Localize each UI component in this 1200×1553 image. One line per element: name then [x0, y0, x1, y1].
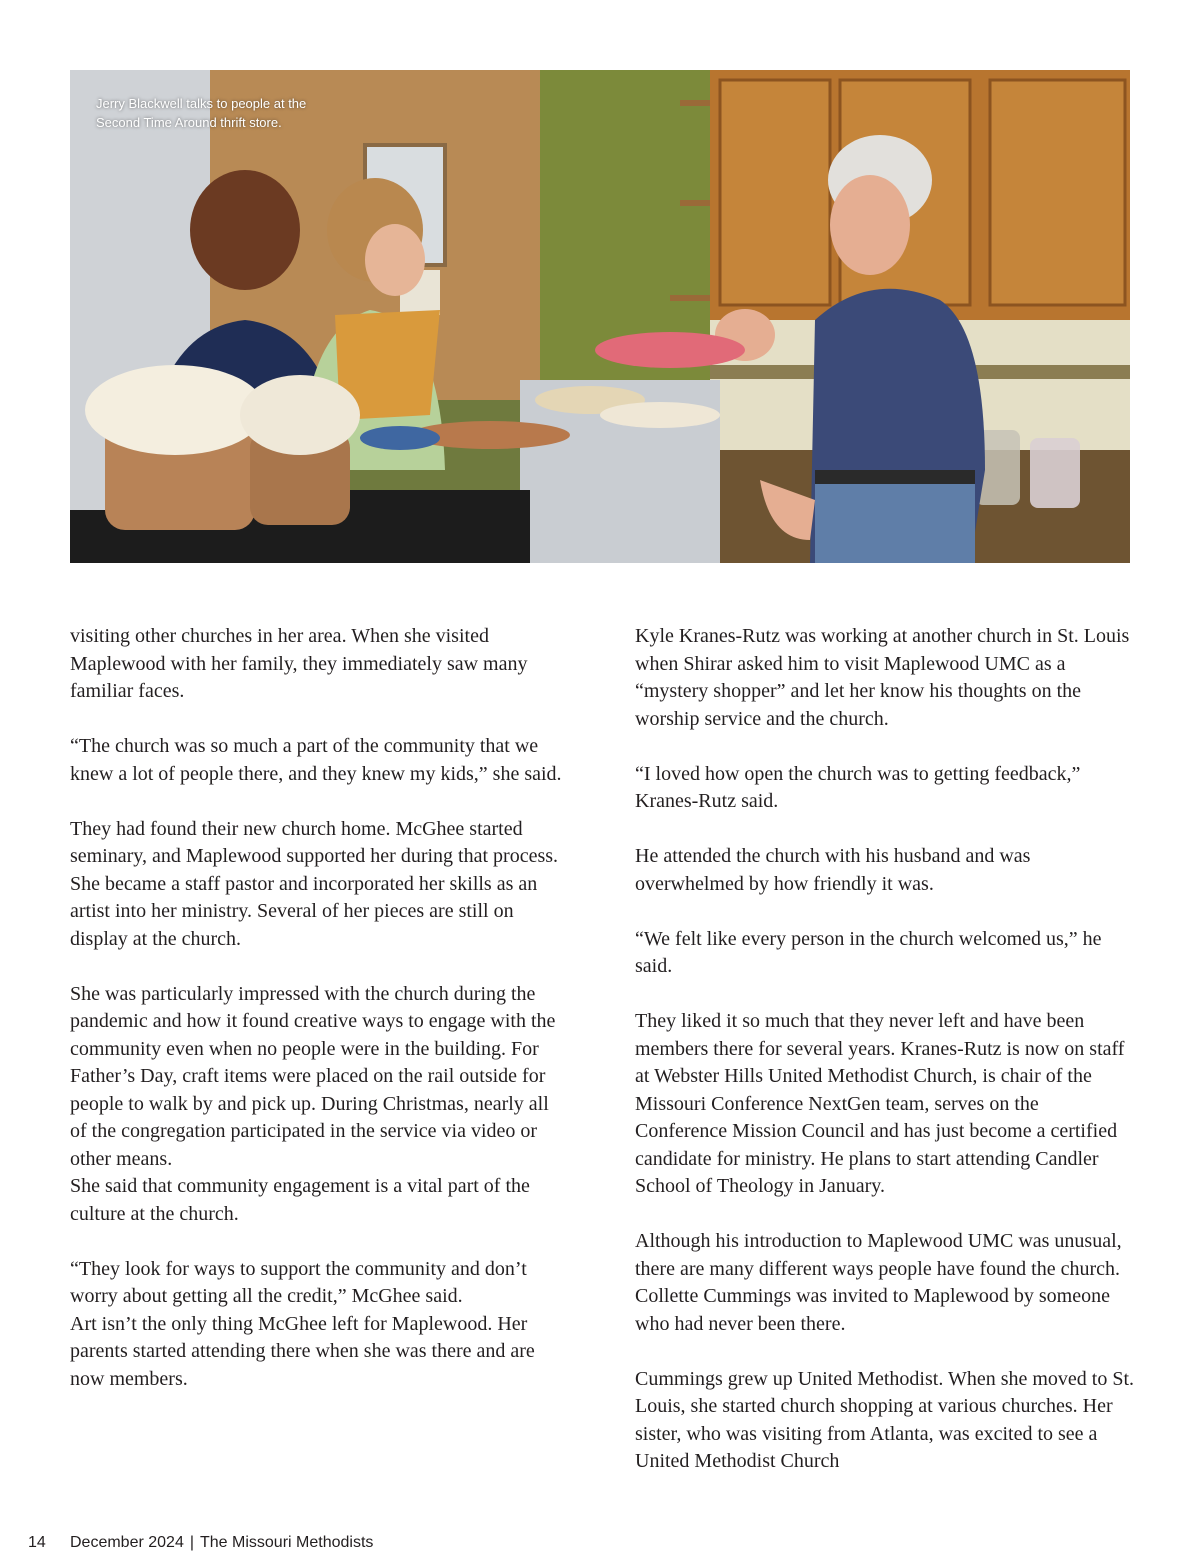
- paragraph: “We felt like every person in the church welcomed us,” he said.: [635, 927, 1102, 977]
- paragraph: Art isn’t the only thing McGhee left for Maplewood. Her parents started attending there when she was there and are now members.: [70, 1312, 535, 1390]
- paragraph: Although his introduction to Maplewood UMC was unusual, there are many different ways people have found the church. Collette Cummings was invited to Maplewood by someone who had never been there.: [635, 1230, 1122, 1335]
- paragraph: They liked it so much that they never left and have been members there for several years. Kranes-Rutz is now on staff at Webster Hills United Methodist Church, is chair of the Missouri Conference NextGen team, serves on the Conference Mission Council and has just become a certified candidate for ministry. He plans to start attending Candler School of Theology in January.: [635, 1010, 1125, 1197]
- paragraph: Cummings grew up United Methodist. When she moved to St. Louis, she started church shopping at various churches. Her sister, who was visiting from Atlanta, was excited to see a United Methodist Church: [635, 1367, 1135, 1472]
- article-column-left: [70, 623, 570, 1393]
- article-column-right: [635, 623, 1135, 1476]
- article-photo: [70, 70, 1130, 563]
- issue-date: December 2024: [70, 1534, 184, 1551]
- paragraph: “They look for ways to support the community and don’t worry about getting all the credit,” McGhee said.: [70, 1257, 527, 1307]
- caption-line-2: Second Time Around thrift store.: [96, 115, 282, 130]
- paragraph: They had found their new church home. McGhee started seminary, and Maplewood supported her during that process. She became a staff pastor and incorporated her skills as an artist into her ministry. Several of her pieces are still on display at the church.: [70, 817, 559, 950]
- footer-separator: |: [189, 1534, 194, 1551]
- paragraph: “The church was so much a part of the community that we knew a lot of people there, and they knew my kids,” she said.: [70, 735, 562, 785]
- paragraph: visiting other churches in her area. When she visited Maplewood with her family, they immediately saw many familiar faces.: [70, 625, 528, 702]
- page-number: 14: [28, 1534, 46, 1551]
- publication-name: The Missouri Methodists: [200, 1534, 374, 1551]
- paragraph: “I loved how open the church was to getting feedback,” Kranes-Rutz said.: [635, 762, 1081, 812]
- paragraph: He attended the church with his husband and was overwhelmed by how friendly it was.: [635, 845, 1031, 895]
- thrift-store-scene: [70, 70, 1130, 563]
- paragraph: Kyle Kranes-Rutz was working at another church in St. Louis when Shirar asked him to visit Maplewood UMC as a “mystery shopper” and let her know his thoughts on the worship service and the church.: [635, 625, 1130, 730]
- caption-line-1: Jerry Blackwell talks to people at the: [96, 96, 307, 111]
- photo-caption: [96, 94, 376, 132]
- page-footer: [28, 1534, 373, 1552]
- paragraph: She was particularly impressed with the church during the pandemic and how it found creative ways to engage with the community even when no people were in the building. For Father’s Day, craft items were placed on the rail outside for people to walk by and pick up. During Christmas, nearly all of the congregation participated in the service via video or other means.: [70, 982, 556, 1170]
- paragraph: She said that community engagement is a vital part of the culture at the church.: [70, 1175, 530, 1225]
